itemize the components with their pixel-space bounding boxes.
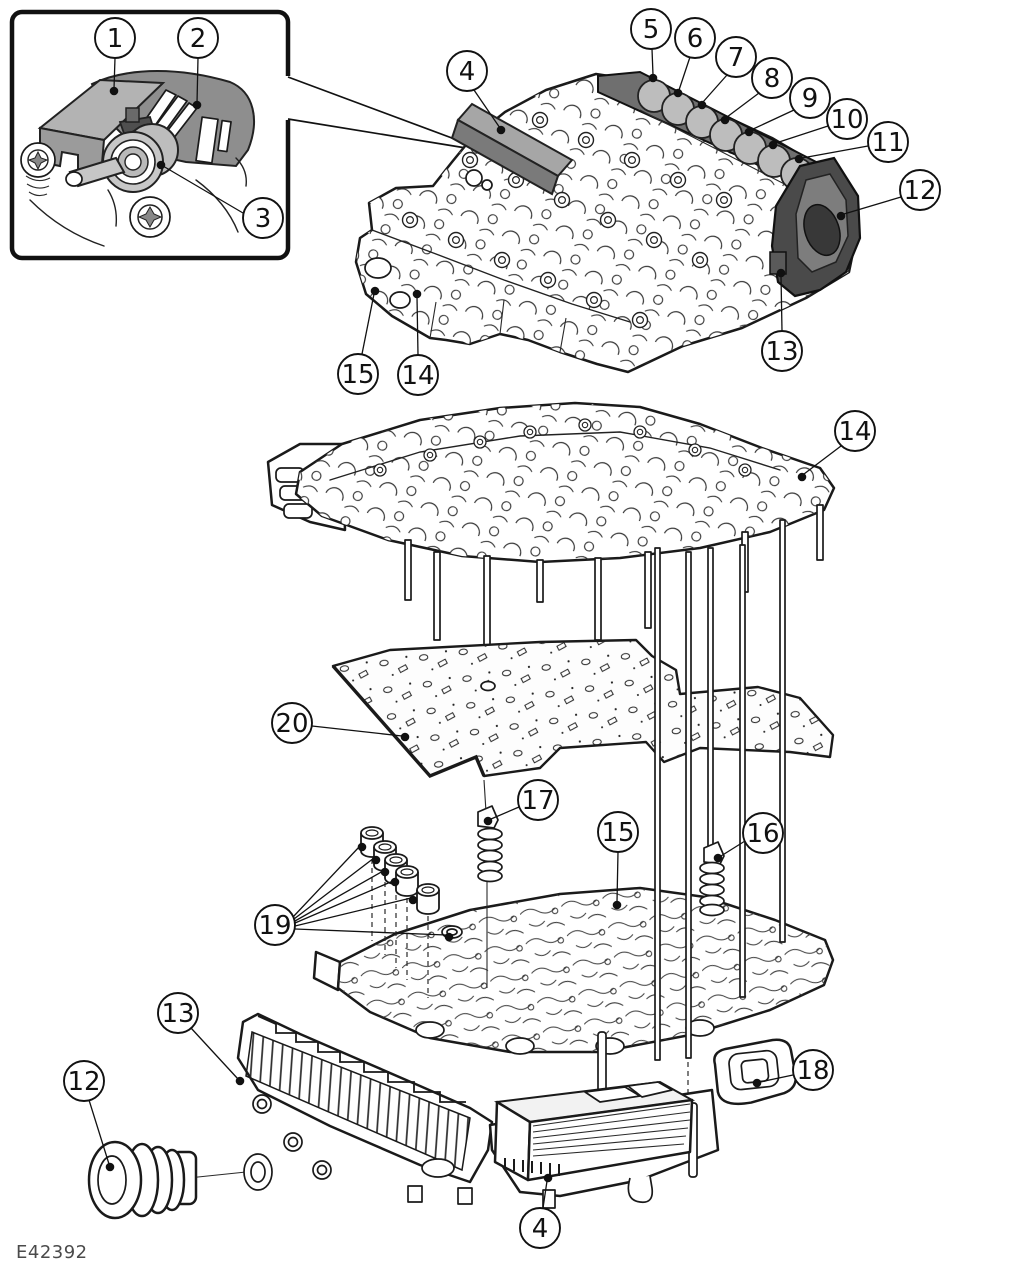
- check-valve-spring-16: [700, 842, 724, 916]
- tray-pin: [598, 1032, 606, 1094]
- leader-dot: [409, 896, 418, 905]
- callout-number: 11: [871, 128, 905, 158]
- callout-number: 8: [763, 64, 781, 94]
- channel-texture: [338, 888, 833, 1052]
- callout-number: 5: [642, 15, 660, 45]
- hook-leg: [628, 1176, 652, 1202]
- callout-number: 6: [686, 24, 704, 54]
- callout-number: 15: [601, 818, 635, 848]
- callout-number: 13: [765, 337, 799, 367]
- bore-hole: [390, 292, 410, 308]
- leader-dot: [753, 1079, 762, 1088]
- leader-dot: [837, 212, 846, 221]
- callout-12: [64, 1061, 114, 1171]
- leader-dot: [413, 290, 422, 299]
- callout-number: 15: [341, 360, 375, 390]
- bore-hole: [365, 258, 391, 278]
- leader-dot: [674, 89, 683, 98]
- clip-tab: [126, 108, 139, 122]
- leader-dot: [236, 1077, 245, 1086]
- callout-13: [158, 993, 244, 1085]
- callout-6: [674, 18, 715, 97]
- leader-dot: [157, 161, 166, 170]
- callout-number: 9: [801, 84, 819, 114]
- plate-center-hole: [481, 682, 495, 691]
- leader-dot: [777, 269, 786, 278]
- leader-dot: [445, 933, 454, 942]
- callout-number: 1: [106, 24, 124, 54]
- torx-screw: [130, 197, 170, 237]
- callout-number: 17: [521, 786, 555, 816]
- leader-dot: [106, 1163, 115, 1172]
- callout-number: 20: [275, 709, 309, 739]
- leader-dot: [110, 87, 119, 96]
- callout-number: 2: [189, 24, 207, 54]
- side-tab: [314, 952, 340, 990]
- detail-link-lines: [288, 77, 468, 148]
- callout-number: 10: [830, 105, 864, 135]
- inverted-valve-body: [268, 403, 834, 652]
- callout-number: 4: [458, 57, 476, 87]
- inset-border-break: [283, 76, 293, 120]
- leader-dot: [795, 155, 804, 164]
- leader-dot: [745, 128, 754, 137]
- leader-dot: [544, 1174, 553, 1183]
- leader-dot: [372, 856, 381, 865]
- leader-dot: [721, 116, 730, 125]
- bearing-bore: [125, 154, 141, 170]
- callout-number: 4: [531, 1214, 549, 1244]
- leader-dot: [484, 817, 493, 826]
- leader-dot: [714, 854, 723, 863]
- plate-holes: [333, 640, 833, 776]
- callout-number: 12: [67, 1067, 101, 1097]
- valve-body-texture: [296, 403, 834, 562]
- callout-number: 16: [746, 819, 780, 849]
- shaft-tip: [66, 172, 82, 186]
- separator-plate: [333, 640, 833, 776]
- leader-dot: [649, 74, 658, 83]
- callout-number: 7: [727, 43, 745, 73]
- leader-dot: [613, 901, 622, 910]
- leader-dot: [358, 843, 367, 852]
- callout-number: 18: [796, 1056, 830, 1086]
- cap: [713, 1038, 798, 1106]
- leader-dot: [497, 126, 506, 135]
- leader-dot: [371, 287, 380, 296]
- upper-valve-body-assembly: [356, 72, 860, 372]
- leader-dot: [769, 141, 778, 150]
- leader-dot: [401, 733, 410, 742]
- callout-number: 19: [258, 911, 292, 941]
- callout-number: 14: [838, 417, 872, 447]
- callout-15: [338, 287, 379, 394]
- leader-dot: [798, 473, 807, 482]
- callout-number: 13: [161, 999, 195, 1029]
- callout-number: 12: [903, 176, 937, 206]
- callout-number: 3: [254, 204, 272, 234]
- leader-dot: [391, 878, 400, 887]
- callout-14: [798, 411, 875, 481]
- leader-dot: [381, 868, 390, 877]
- lower-valve-body: [314, 888, 833, 1054]
- leader-dot: [193, 101, 202, 110]
- callout-number: 14: [401, 361, 435, 391]
- leader-dot: [698, 101, 707, 110]
- figure-code: E42392: [16, 1242, 88, 1263]
